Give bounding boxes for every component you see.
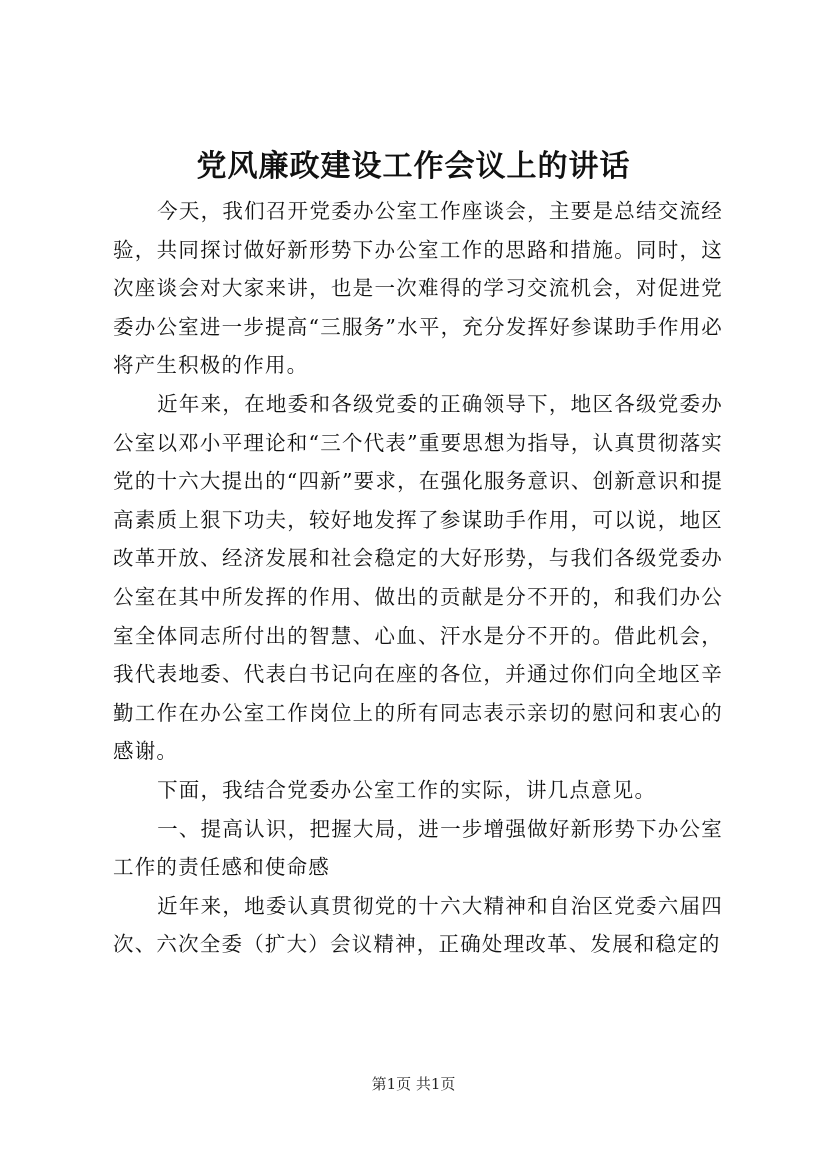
paragraph-2: 近年来，在地委和各级党委的正确领导下，地区各级党委办公室以邓小平理论和“三个代表”重要思想为指导，认真贯彻落实党的十六大提出的“四新”要求，在强化服务意识、创新意识和提高素质上狠下功夫，较好地发挥了参谋助手作用，可以说，地区改革开放、经济发展和社会稳定的大好形势，与我们各级党委办公室在其中所发挥的作用、做出的贡献是分不开的，和我们办公室全体同志所付出的智慧、心血、汗水是分不开的。借此机会，我代表地委、代表白书记向在座的各位，并通过你们向全地区辛勤工作在办公室工作岗位上的所有同志表示亲切的慰问和衷心的感谢。 (113, 391, 723, 764)
paragraph-1: 今天，我们召开党委办公室工作座谈会，主要是总结交流经验，共同探讨做好新形势下办公室工作的思路和措施。同时，这次座谈会对大家来讲，也是一次难得的学习交流机会，对促进党委办公室进一步提高“三服务”水平，充分发挥好参谋助手作用必将产生积极的作用。 (113, 199, 723, 378)
document-title: 党风廉政建设工作会议上的讲话 (196, 149, 631, 184)
document-body (113, 192, 723, 964)
paragraph-3: 下面，我结合党委办公室工作的实际，讲几点意见。 (157, 777, 657, 802)
section-heading-1: 一、提高认识，把握大局，进一步增强做好新形势下办公室工作的责任感和使命感 (113, 816, 723, 880)
paragraph-4: 近年来，地委认真贯彻党的十六大精神和自治区党委六届四次、六次全委（扩大）会议精神，正确处理改革、发展和稳定的 (113, 893, 723, 957)
page-footer: 第1页 共1页 (371, 1075, 456, 1093)
